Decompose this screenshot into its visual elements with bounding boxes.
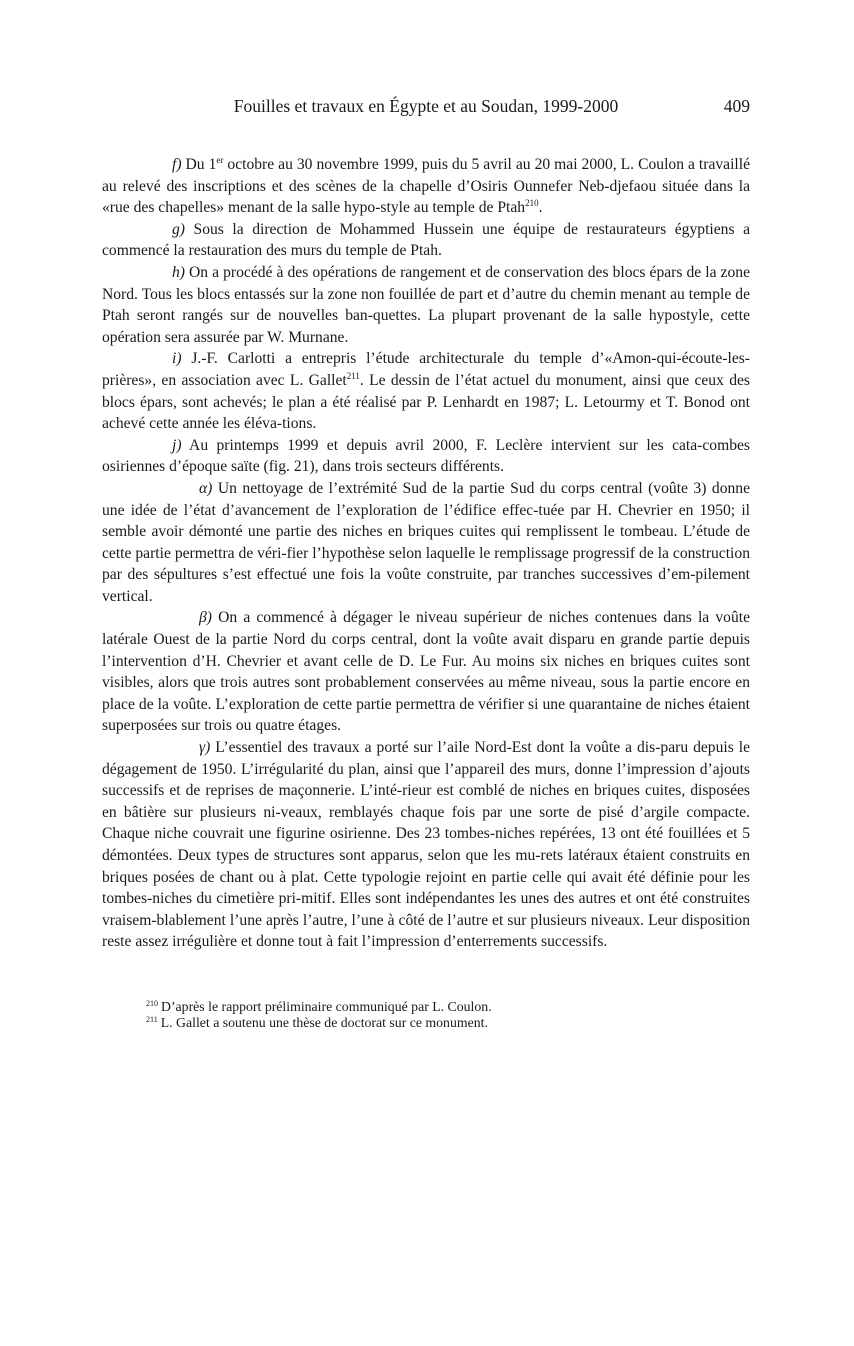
footnote-ref-210: 210 [525, 198, 539, 209]
footnote-text: L. Gallet a soutenu une thèse de doctorat sur ce monument. [160, 1015, 488, 1031]
paragraph-marker: g) [172, 220, 185, 238]
paragraph-marker: i) [172, 350, 182, 368]
paragraph-text: On a commencé à dégager le niveau supérieur de niches contenues dans la voûte latérale Ouest de la partie Nord du corps central, dont la voûte avait disparu en grande partie depuis l’intervention d’H. Chevrier et avant celle de D. Le Fur. Au moins six niches en briques cuites sont visibles, alors que trois autres sont probablement conservées au même niveau, sous la partie encore en place de la voûte. L’exploration de cette partie permettra de vérifier si une quarantaine de niches étaient superposées sur trois ou quatre étages. [102, 609, 750, 735]
paragraph-alpha [102, 478, 750, 608]
paragraph-g [102, 219, 750, 262]
footnote-text: D’après le rapport préliminaire communiqué par L. Coulon. [161, 998, 492, 1014]
body-text [102, 154, 750, 953]
paragraph-j [102, 435, 750, 478]
page [102, 96, 750, 1032]
page-number: 409 [723, 96, 750, 116]
paragraph-marker: h) [172, 263, 185, 281]
footnote-210 [146, 999, 750, 1016]
footnote-ref-211: 211 [346, 370, 360, 381]
paragraph-text: Sous la direction de Mohammed Hussein une équipe de restaurateurs égyptiens a commencé la restauration des murs du temple de Ptah. [102, 220, 750, 260]
paragraph-text: . Le dessin de l’état actuel du monument, ainsi que ceux des blocs épars, sont achevés; le plan a été réalisé par P. Lenhardt en 1987; L. Letourmy et T. Bonod ont achevé cette année les éléva-tions. [102, 371, 750, 433]
footnote-211 [146, 1015, 750, 1032]
paragraph-marker: γ) [199, 739, 211, 757]
paragraph-marker: f) [172, 156, 182, 173]
footnote-number: 211 [146, 1015, 158, 1025]
footnotes [102, 999, 750, 1032]
paragraph-text: Du 1 [181, 156, 217, 173]
paragraph-beta [102, 607, 750, 737]
footnote-number: 210 [146, 998, 158, 1008]
paragraph-gamma [102, 737, 750, 953]
paragraph-f [102, 154, 750, 219]
paragraph-marker: α) [199, 479, 213, 497]
paragraph-marker: j) [172, 436, 182, 454]
paragraph-h [102, 262, 750, 348]
superscript-er: er [216, 155, 224, 165]
paragraph-i [102, 348, 750, 434]
paragraph-text: octobre au 30 novembre 1999, puis du 5 avril au 20 mai 2000, L. Coulon a travaillé au relevé des inscriptions et des scènes de la chapelle d’Osiris Ounnefer Neb-djefaou située dans la «rue des chapelles» menant de la salle hypo-style au temple de Ptah [102, 156, 750, 217]
paragraph-marker: β) [199, 609, 212, 627]
paragraph-text: . [538, 199, 543, 217]
running-head [102, 96, 750, 126]
paragraph-text: On a procédé à des opérations de rangement et de conservation des blocs épars de la zone Nord. Tous les blocs entassés sur la zone non fouillée de part et d’autre du chemin menant au temple de Ptah seront rangés sur de nouvelles ban-quettes. La plupart provenant de la salle hypostyle, cette opération sera assurée par W. Murnane. [102, 263, 750, 346]
running-head-title: Fouilles et travaux en Égypte et au Soudan, 1999-2000 [233, 96, 619, 116]
paragraph-text: L’essentiel des travaux a porté sur l’aile Nord-Est dont la voûte a dis-paru depuis le dégagement de 1950. L’irrégularité du plan, ainsi que l’appareil des murs, donne l’impression d’ajouts successifs et de reprises de maçonnerie. L’inté-rieur est comblé de niches en briques cuites, disposées en bâtière sur plusieurs ni-veaux, remblayés chaque fois par une sorte de pisé d’argile compacte. Chaque niche couvrait une figurine osirienne. Des 23 tombes-niches repérées, 13 ont été fouillées et 5 démontées. Deux types de structures sont apparus, selon que les mu-rets latéraux étaient construits en briques posées de chant ou à plat. Cette typologie rejoint en partie celle qui avait été définie pour les tombes-niches du cimetière pri-mitif. Elles sont indépendantes les unes des autres et ont été construites vraisem-blablement l’une après l’autre, l’une à côté de l’autre et sur plusieurs niveaux. Leur disposition reste assez irrégulière et donne tout à fait l’impression d’enterrements successifs. [102, 739, 750, 951]
paragraph-text: Au printemps 1999 et depuis avril 2000, F. Leclère intervient sur les cata-combes osiriennes d’époque saïte (fig. 21), dans trois secteurs différents. [102, 436, 750, 476]
paragraph-text: Un nettoyage de l’extrémité Sud de la partie Sud du corps central (voûte 3) donne une idée de l’état d’avancement de l’exploration de l’édifice effec-tuée par H. Chevrier en 1950; il semble avoir démonté une partie des niches en briques cuites qui remplissent le tombeau. L’étude de cette partie permettra de véri-fier l’hypothèse selon laquelle le remplissage progressif de la construction par des sépultures s’est effectué une fois la voûte construite, par tranches successives d’em-pilement vertical. [102, 479, 750, 605]
paragraph-text: J.-F. Carlotti a entrepris l’étude architecturale du temple d’«Amon-qui-écoute-les-prières», en association avec L. Gallet [102, 350, 750, 389]
